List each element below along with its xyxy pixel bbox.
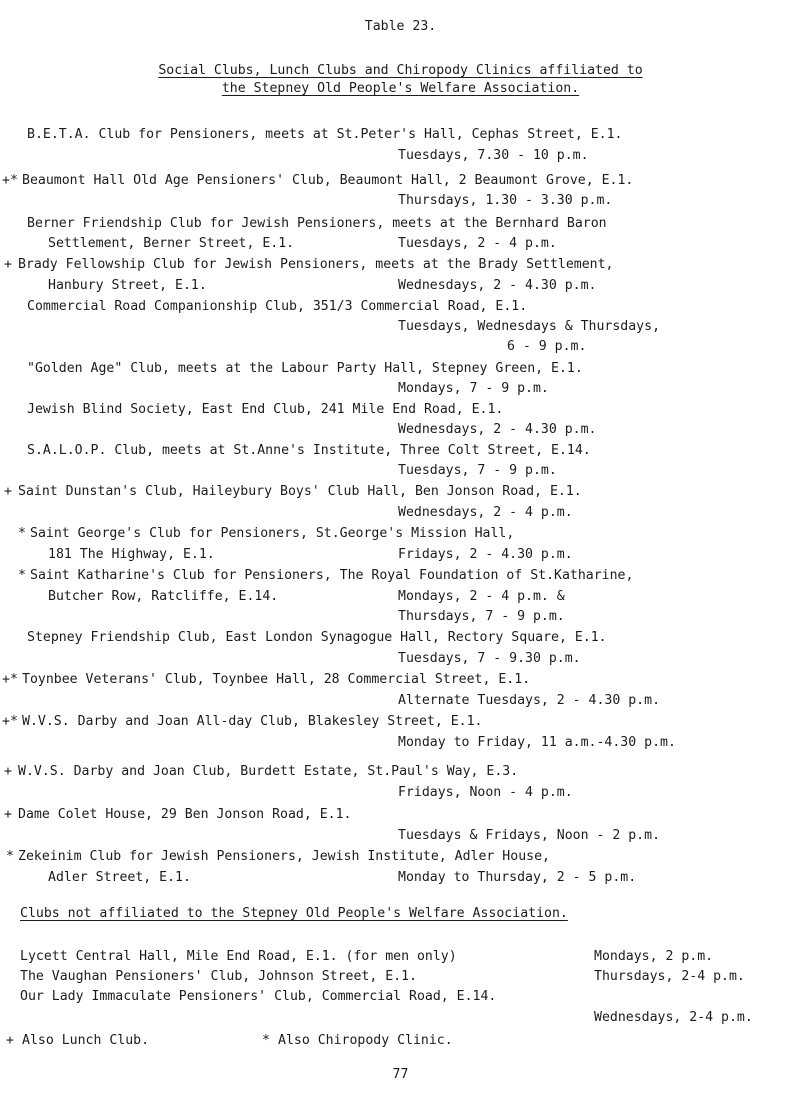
club-zekeinim-name-1: Zekeinim Club for Jewish Pensioners, Jewish Institute, Adler House, [18, 849, 550, 864]
club-jewish-blind-time: Wednesdays, 2 - 4.30 p.m. [398, 422, 597, 437]
club-zekeinim-time: Monday to Thursday, 2 - 5 p.m. [398, 870, 637, 885]
club-our-lady-name: Our Lady Immaculate Pensioners' Club, Commercial Road, E.14. [20, 989, 497, 1004]
club-berner-name-2: Settlement, Berner Street, E.1. [48, 236, 295, 251]
club-vaughan-time: Thursdays, 2-4 p.m. [594, 969, 745, 984]
club-jewish-blind-name: Jewish Blind Society, East End Club, 241 Mile End Road, E.1. [27, 402, 504, 417]
club-george-time: Fridays, 2 - 4.30 p.m. [398, 547, 573, 562]
club-commercial-time-1: Tuesdays, Wednesdays & Thursdays, [398, 319, 661, 334]
club-katharine-name-1: Saint Katharine's Club for Pensioners, The Royal Foundation of St.Katharine, [30, 568, 634, 583]
club-dunstan-name: Saint Dunstan's Club, Haileybury Boys' Club Hall, Ben Jonson Road, E.1. [18, 484, 582, 499]
club-dame-colet-time: Tuesdays & Fridays, Noon - 2 p.m. [398, 828, 661, 843]
club-beaumont-name: Beaumont Hall Old Age Pensioners' Club, Beaumont Hall, 2 Beaumont Grove, E.1. [22, 173, 634, 188]
club-salop-time: Tuesdays, 7 - 9 p.m. [398, 463, 557, 478]
club-katharine-time-2: Thursdays, 7 - 9 p.m. [398, 609, 565, 624]
club-beaumont-time: Thursdays, 1.30 - 3.30 p.m. [398, 193, 613, 208]
legend-star-text: Also Chiropody Clinic. [278, 1033, 453, 1048]
legend-plus-text: Also Lunch Club. [22, 1033, 150, 1048]
club-golden-time: Mondays, 7 - 9 p.m. [398, 381, 549, 396]
club-golden-name: "Golden Age" Club, meets at the Labour Party Hall, Stepney Green, E.1. [27, 361, 583, 376]
club-lycett-name: Lycett Central Hall, Mile End Road, E.1. (for men only) [20, 949, 457, 964]
club-beta-name: B.E.T.A. Club for Pensioners, meets at St.Peter's Hall, Cephas Street, E.1. [27, 127, 623, 142]
club-brady-time: Wednesdays, 2 - 4.30 p.m. [398, 278, 597, 293]
club-dunstan-time: Wednesdays, 2 - 4 p.m. [398, 505, 573, 520]
club-brady-marks: + [4, 257, 12, 272]
club-wvs-blakesley-marks: +* [2, 714, 18, 729]
club-commercial-name: Commercial Road Companionship Club, 351/3 Commercial Road, E.1. [27, 299, 528, 314]
club-katharine-time-1: Mondays, 2 - 4 p.m. & [398, 589, 565, 604]
club-zekeinim-name-2: Adler Street, E.1. [48, 870, 191, 885]
club-katharine-marks: * [18, 568, 26, 583]
club-toynbee-marks: +* [2, 672, 18, 687]
club-lycett-time: Mondays, 2 p.m. [594, 949, 714, 964]
club-wvs-burdett-time: Fridays, Noon - 4 p.m. [398, 785, 573, 800]
club-dunstan-marks: + [4, 484, 12, 499]
club-our-lady-time: Wednesdays, 2-4 p.m. [594, 1010, 753, 1025]
legend-star-mark: * [262, 1033, 270, 1048]
club-george-name-2: 181 The Highway, E.1. [48, 547, 215, 562]
club-wvs-blakesley-time: Monday to Friday, 11 a.m.-4.30 p.m. [398, 735, 676, 750]
heading-line-2: the Stepney Old People's Welfare Association. [221, 81, 580, 96]
page-number: 77 [392, 1067, 409, 1082]
club-dame-colet-marks: + [4, 807, 12, 822]
club-george-marks: * [18, 526, 26, 541]
club-george-name-1: Saint George's Club for Pensioners, St.George's Mission Hall, [30, 526, 515, 541]
club-beta-time: Tuesdays, 7.30 - 10 p.m. [398, 148, 589, 163]
club-berner-time: Tuesdays, 2 - 4 p.m. [398, 236, 557, 251]
club-vaughan-name: The Vaughan Pensioners' Club, Johnson Street, E.1. [20, 969, 417, 984]
club-wvs-burdett-name: W.V.S. Darby and Joan Club, Burdett Estate, St.Paul's Way, E.3. [18, 764, 519, 779]
club-katharine-name-2: Butcher Row, Ratcliffe, E.14. [48, 589, 279, 604]
club-toynbee-time: Alternate Tuesdays, 2 - 4.30 p.m. [398, 693, 661, 708]
table-label: Table 23. [364, 19, 437, 34]
not-affiliated-heading: Clubs not affiliated to the Stepney Old People's Welfare Association. [20, 906, 568, 921]
club-wvs-burdett-marks: + [4, 764, 12, 779]
club-beaumont-marks: +* [2, 173, 18, 188]
club-stepney-name: Stepney Friendship Club, East London Synagogue Hall, Rectory Square, E.1. [27, 630, 607, 645]
club-brady-name-2: Hanbury Street, E.1. [48, 278, 207, 293]
club-salop-name: S.A.L.O.P. Club, meets at St.Anne's Institute, Three Colt Street, E.14. [27, 443, 591, 458]
legend-plus-mark: + [6, 1033, 14, 1048]
club-stepney-time: Tuesdays, 7 - 9.30 p.m. [398, 651, 581, 666]
club-berner-name-1: Berner Friendship Club for Jewish Pensioners, meets at the Bernhard Baron [27, 216, 607, 231]
club-toynbee-name: Toynbee Veterans' Club, Toynbee Hall, 28 Commercial Street, E.1. [22, 672, 531, 687]
heading-line-1: Social Clubs, Lunch Clubs and Chiropody Clinics affiliated to [158, 63, 643, 78]
club-dame-colet-name: Dame Colet House, 29 Ben Jonson Road, E.1. [18, 807, 352, 822]
club-wvs-blakesley-name: W.V.S. Darby and Joan All-day Club, Blakesley Street, E.1. [22, 714, 483, 729]
club-commercial-time-2: 6 - 9 p.m. [507, 339, 587, 354]
club-zekeinim-marks: * [6, 849, 14, 864]
club-brady-name-1: Brady Fellowship Club for Jewish Pensioners, meets at the Brady Settlement, [18, 257, 614, 272]
